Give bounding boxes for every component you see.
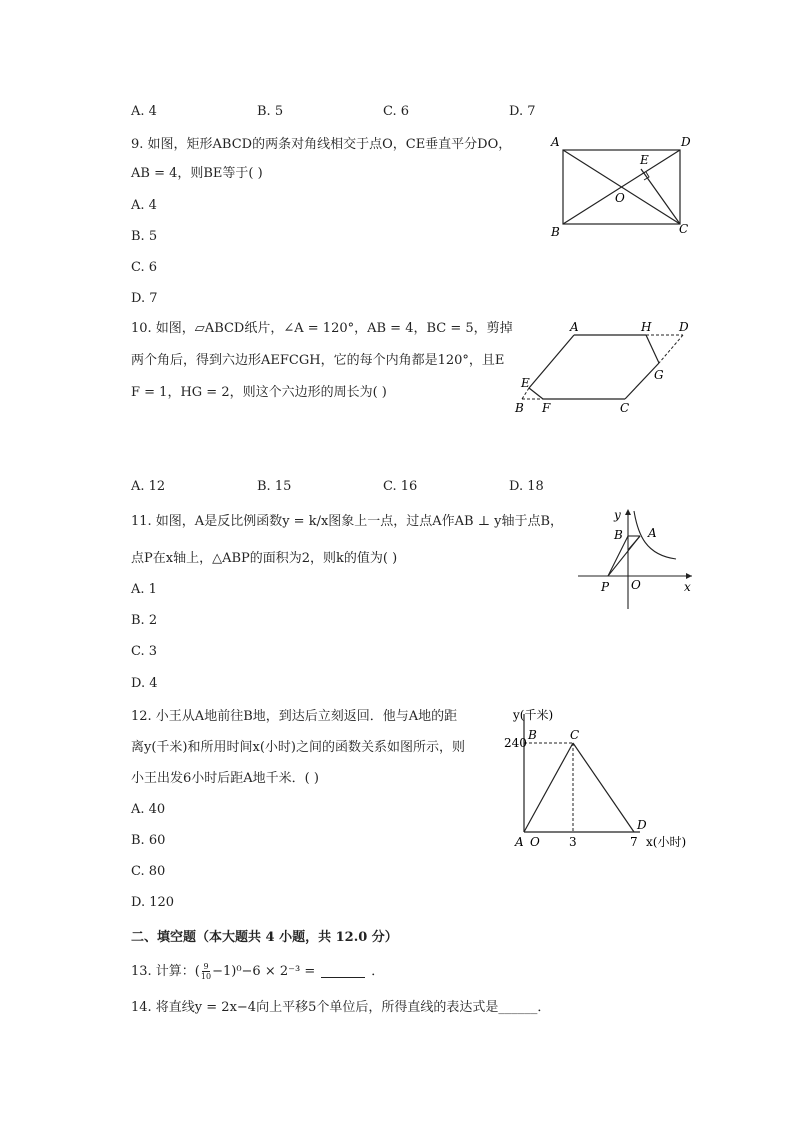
q13-fraction <box>201 962 211 981</box>
q11-option-a: A. 1 <box>131 582 157 597</box>
q12-stem-line3: 小王出发6小时后距A地千米．( ) <box>131 771 319 786</box>
q14-question: 14. 将直线y = 2x−4向上平移5个单位后，所得直线的表达式是______． <box>131 1000 551 1015</box>
q11-label-p: P <box>601 580 610 594</box>
q9-option-a: A. 4 <box>131 198 157 213</box>
q9-rectangle-figure <box>545 132 695 242</box>
q11-stem-line1: 11. 如图，A是反比例函数y = k/x图象上一点，过点A作AB ⊥ y轴于点B， <box>131 514 564 529</box>
q8-option-b: B. 5 <box>257 104 284 119</box>
q12-tick-7: 7 <box>630 835 638 849</box>
q11-label-x: x <box>684 580 691 594</box>
q13-question <box>131 962 384 981</box>
q11-hyperbola-figure <box>574 505 698 615</box>
q10-label-c: C <box>620 401 630 415</box>
q10-label-a: A <box>570 320 579 334</box>
q10-hexagon-figure <box>510 318 700 418</box>
q9-label-a: A <box>551 135 560 149</box>
q13-fraction-num: 9 <box>203 962 209 971</box>
q9-option-b: B. 5 <box>131 229 158 244</box>
q12-label-b: B <box>528 728 537 742</box>
q12-x-axis-label: x(小时) <box>646 835 687 849</box>
q10-label-h: H <box>641 320 652 334</box>
q10-option-c: C. 16 <box>383 479 418 494</box>
q11-option-b: B. 2 <box>131 613 158 628</box>
q9-stem-line2: AB = 4，则BE等于( ) <box>131 166 263 181</box>
q9-label-c: C <box>679 222 689 236</box>
q12-stem-line1: 12. 小王从A地前往B地，到达后立刻返回．他与A地的距 <box>131 709 458 724</box>
q10-label-g: G <box>654 368 664 382</box>
q9-option-d: D. 7 <box>131 291 158 306</box>
q12-label-c: C <box>570 728 580 742</box>
q8-option-a: A. 4 <box>131 104 157 119</box>
q10-stem-line1: 10. 如图，▱ABCD纸片，∠A = 120°，AB = 4，BC = 5，剪掉 <box>131 321 513 336</box>
q9-option-c: C. 6 <box>131 260 158 275</box>
q10-option-d: D. 18 <box>509 479 544 494</box>
q10-options <box>131 479 544 494</box>
q9-label-o: O <box>615 191 625 205</box>
q12-distance-time-graph <box>500 702 700 857</box>
q9-label-e: E <box>640 153 649 167</box>
q12-y-axis-label: y(千米) <box>513 708 554 722</box>
q11-option-c: C. 3 <box>131 644 158 659</box>
q13-tail: ． <box>371 963 385 979</box>
q8-option-d: D. 7 <box>509 104 536 119</box>
q12-stem-line2: 离y(千米)和所用时间x(小时)之间的函数关系如图所示，则 <box>131 740 465 755</box>
q10-label-b: B <box>515 401 524 415</box>
q8-options <box>131 104 536 119</box>
q12-tick-240: 240 <box>504 736 527 750</box>
q11-label-b: B <box>614 528 623 542</box>
q12-label-o: O <box>530 835 540 849</box>
q13-prefix: 13. 计算：( <box>131 963 200 979</box>
q12-tick-3: 3 <box>569 835 577 849</box>
q10-label-d: D <box>679 320 689 334</box>
q9-label-b: B <box>551 225 560 239</box>
q9-label-d: D <box>681 135 691 149</box>
q13-answer-blank[interactable] <box>321 965 365 978</box>
q12-label-a: A <box>515 835 524 849</box>
q12-option-d: D. 120 <box>131 895 175 910</box>
q11-label-y: y <box>614 508 621 522</box>
q10-label-e: E <box>521 376 530 390</box>
q13-rest: −1)⁰−6 × 2⁻³ = <box>212 963 316 979</box>
q12-label-d: D <box>637 818 647 832</box>
q12-option-b: B. 60 <box>131 833 166 848</box>
q13-fraction-den: 10 <box>200 972 212 981</box>
q9-stem-line1: 9. 如图，矩形ABCD的两条对角线相交于点O，CE垂直平分DO， <box>131 137 512 152</box>
q10-stem-line2: 两个角后，得到六边形AEFCGH，它的每个内角都是120°，且E <box>131 353 505 368</box>
q11-option-d: D. 4 <box>131 676 158 691</box>
q10-option-a: A. 12 <box>131 479 166 494</box>
q11-label-o: O <box>631 578 641 592</box>
q12-option-a: A. 40 <box>131 802 166 817</box>
q8-option-c: C. 6 <box>383 104 410 119</box>
q12-option-c: C. 80 <box>131 864 166 879</box>
q10-option-b: B. 15 <box>257 479 292 494</box>
q11-stem-line2: 点P在x轴上，△ABP的面积为2，则k的值为( ) <box>131 551 398 566</box>
q10-label-f: F <box>542 401 551 415</box>
q11-label-a: A <box>648 526 657 540</box>
q10-stem-line3: F = 1，HG = 2，则这个六边形的周长为( ) <box>131 385 387 400</box>
section-2-heading: 二、填空题（本大题共 4 小题，共 12.0 分） <box>131 930 398 945</box>
